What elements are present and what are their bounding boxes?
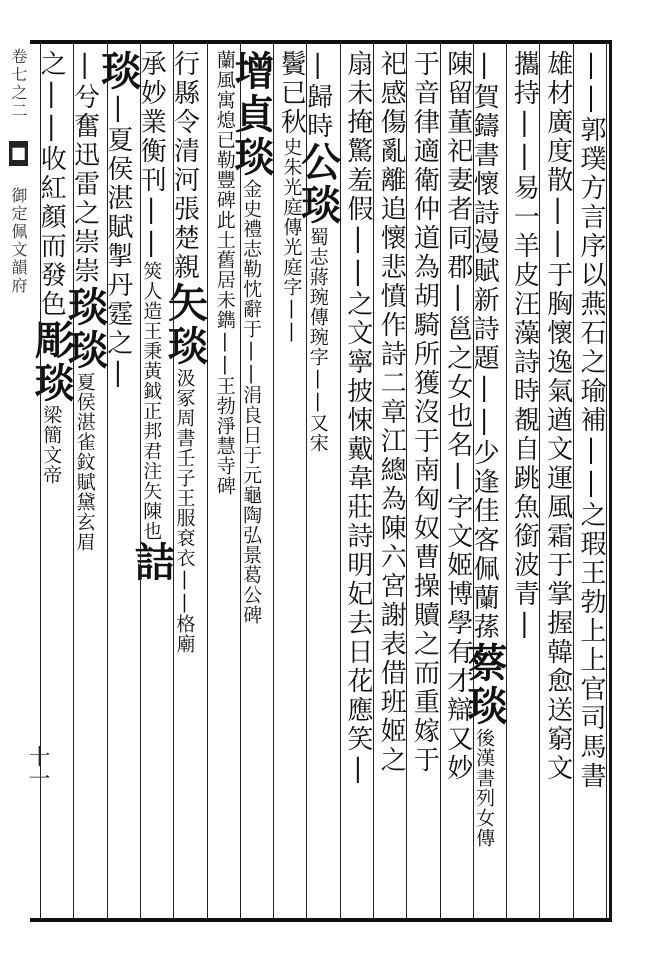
annotation-text: 蜀志蔣琬傳琬字||又宋 [306,227,329,453]
text-column [375,50,407,775]
annotation-text: 金史禮志勒忱辭于||涓良日于元龜陶弘景葛公碑 [240,179,263,625]
text-column [541,50,573,783]
column-rule [406,42,407,918]
headword: 詰 [128,541,176,584]
body-text: 攜持||易一羊皮汪藻詩時覩自跳魚銜波青| [509,50,540,642]
text-column [342,50,371,787]
text-column [61,50,109,552]
bottom-border [30,918,610,922]
annotation-text: 蘭風寓熄已勒豐碑此土舊居未鐫||王勃淨慧寺碑 [213,50,236,496]
text-column [508,50,540,642]
text-column [442,50,471,783]
column-rule [73,42,74,918]
headword: 琰 [94,50,142,93]
margin-badge-icon: ■ [9,143,28,164]
column-rule [573,42,574,918]
annotation-text: 汲冢周書壬子王服袞衣||格廟 [173,368,196,654]
body-text: 雄材廣度散||于胸懷逸氣遒文運風霜于掌握韓愈送窮文 [542,50,573,783]
text-column [275,50,307,343]
text-column [294,50,342,453]
text-column [228,50,276,625]
text-column [94,50,142,391]
body-text: 之||收紅顏而發色 [36,50,67,319]
column-rule [473,42,474,918]
body-text: 鬢已秋 [276,50,307,137]
text-column [408,50,440,775]
body-text: 扇未掩驚羞假||之文寧披悚戴韋莊詩明妃去日花應笑| [342,50,373,787]
column-rule [207,42,208,918]
headword: 矢琰 [161,282,209,368]
body-text: |兮奮迅雷之崇崇 [69,50,100,286]
column-rule [107,42,108,918]
column-rule [440,42,441,918]
text-column [209,50,238,496]
text-column [575,50,604,791]
body-text: |夏侯湛賦掣丹霆之| [102,93,133,391]
annotation-text: 夏侯湛雀鈫賦黛玄眉 [73,372,96,552]
body-text: |歸時 [302,50,333,141]
annotation-text: 史朱光庭傳光庭字|| [280,137,303,343]
headword: 琰琰 [61,286,109,372]
volume-fragment: 卷七之二 [9,48,28,120]
body-text: 承妙業衡刊|| [136,50,167,261]
top-border [30,40,610,44]
annotation-text: 梁簡文帝 [40,405,63,485]
column-rule [173,42,174,918]
book-title: 御定佩文韻府 [9,187,28,295]
text-column [28,50,76,485]
headword: 蔡琰 [461,642,509,728]
text-column [461,50,509,848]
headword: 公琰 [294,141,342,227]
headword: 增貞琰 [228,50,276,179]
body-text: |賀鑄書懷詩漫賦新詩題||少逢佳客佩蘭蓀 [469,50,500,642]
right-border [609,40,612,922]
page-number: 十一 [25,745,50,789]
body-text: 陳留董祀妻者同郡|邕之女也名|字文姬博學有才辯又妙 [442,50,473,783]
column-rule [373,42,374,918]
annotation-text: 後漢書列女傳 [473,728,496,848]
column-rule [539,42,540,918]
text-column [128,50,176,584]
body-text: ||郭璞方言序以燕石之瑜補||之瑕王勃上上官司馬書 [575,50,606,791]
column-rule [306,42,307,918]
column-rule [140,42,141,918]
column-rule [240,42,241,918]
column-rule [506,42,507,918]
column-rule [606,42,607,918]
body-text: 祀感傷亂離追懷悲憤作詩二章江總為陳六宮謝表借班姬之 [376,50,407,775]
margin-strip [0,48,30,808]
text-column [161,50,209,654]
body-text: 行縣令清河張楚親 [169,50,200,282]
column-rule [40,42,41,918]
headword: 彫琰 [28,319,76,405]
body-text: 于音律適衛仲道為胡騎所獲沒于南匈奴曹操贖之而重嫁于 [409,50,440,775]
annotation-text: 筴人造王秉黃鉞正邦君注矢陳也 [140,261,163,541]
